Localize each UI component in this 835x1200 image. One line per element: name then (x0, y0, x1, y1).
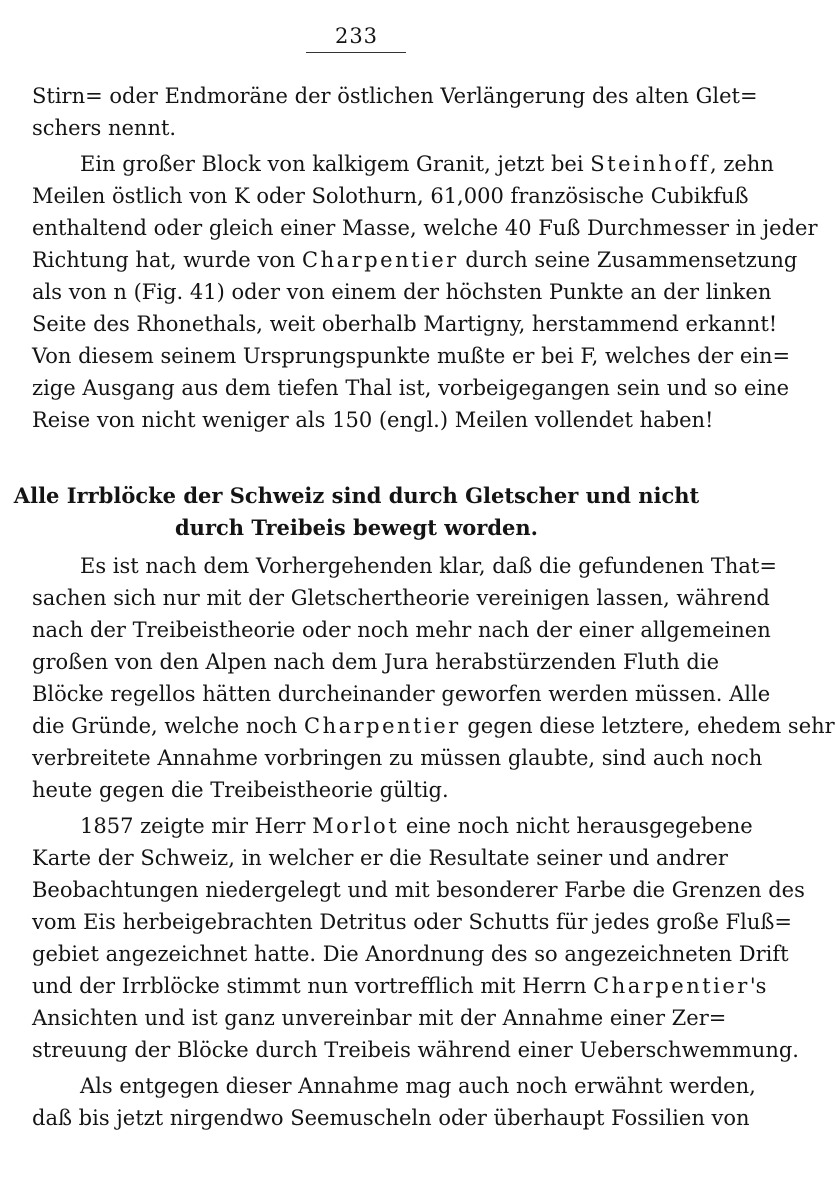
text-line: gebiet angezeichnet hatte. Die Anordnung des so angezeichneten Drift (32, 942, 789, 966)
text-line: Von diesem seinem Ursprungspunkte mußte er bei F, welches der ein= (32, 344, 791, 368)
text-line: daß bis jetzt nirgendwo Seemuscheln oder überhaupt Fossilien von (32, 1106, 750, 1130)
text-segment: , zehn (709, 152, 774, 176)
text-line: Beobachtungen niedergelegt und mit besonderer Farbe die Grenzen des (32, 878, 805, 902)
text-line: Blöcke regellos hätten durcheinander geworfen werden müssen. Alle (32, 682, 771, 706)
text-line: Reise von nicht weniger als 150 (engl.) Meilen vollendet haben! (32, 408, 714, 432)
place-name: Steinhoff (590, 152, 710, 176)
text-segment: und der Irrblöcke stimmt nun vortrefflich mit Herrn (32, 974, 594, 998)
person-name: Charpentier (302, 248, 459, 272)
page-number: 233 (334, 24, 379, 48)
text-line: als von n (Fig. 41) oder von einem der höchsten Punkte an der linken (32, 280, 772, 304)
text-segment: die Gründe, welche noch (32, 714, 304, 738)
text-segment: gegen diese letztere, ehedem sehr (460, 714, 835, 738)
text-segment: eine noch nicht herausgegebene (399, 814, 753, 838)
text-segment: Ein großer Block von kalkigem Granit, jetzt bei (80, 152, 591, 176)
text-line: sachen sich nur mit der Gletschertheorie vereinigen lassen, während (32, 586, 770, 610)
text-segment: durch seine Zusammensetzung (458, 248, 798, 272)
page-number-rule (306, 52, 406, 53)
text-line: nach der Treibeistheorie oder noch mehr nach der einer allgemeinen (32, 618, 771, 642)
text-line: verbreitete Annahme vorbringen zu müssen glaubte, sind auch noch (32, 746, 763, 770)
text-line: Meilen östlich von K oder Solothurn, 61,000 französische Cubikfuß (32, 184, 749, 208)
text-line (80, 148, 774, 180)
text-line: Stirn= oder Endmoräne der östlichen Verlängerung des alten Glet= (32, 84, 758, 108)
text-line (32, 710, 835, 742)
section-heading: Alle Irrblöcke der Schweiz sind durch Gletscher und nicht (13, 483, 700, 508)
section-heading: durch Treibeis bewegt worden. (175, 515, 538, 540)
text-segment: Richtung hat, wurde von (32, 248, 303, 272)
text-line: heute gegen die Treibeistheorie gültig. (32, 778, 449, 802)
text-line: streuung der Blöcke durch Treibeis während einer Ueberschwemmung. (32, 1038, 799, 1062)
text-line (32, 970, 767, 1002)
text-line: großen von den Alpen nach dem Jura herabstürzenden Fluth die (32, 650, 720, 674)
person-name: Charpentier (304, 714, 461, 738)
text-line: Karte der Schweiz, in welcher er die Resultate seiner und andrer (32, 846, 728, 870)
text-line: zige Ausgang aus dem tiefen Thal ist, vorbeigegangen sein und so eine (32, 376, 790, 400)
text-line: Ansichten und ist ganz unvereinbar mit der Annahme einer Zer= (32, 1006, 727, 1030)
text-segment: 's (749, 974, 767, 998)
text-line (80, 810, 753, 842)
text-line: enthaltend oder gleich einer Masse, welche 40 Fuß Durchmesser in jeder (32, 216, 818, 240)
person-name: Charpentier (593, 974, 750, 998)
text-segment: 1857 zeigte mir Herr (80, 814, 313, 838)
text-line: Es ist nach dem Vorhergehenden klar, daß die gefundenen That= (80, 554, 777, 578)
text-line: vom Eis herbeigebrachten Detritus oder Schutts für jedes große Fluß= (32, 910, 792, 934)
text-line: Als entgegen dieser Annahme mag auch noch erwähnt werden, (80, 1074, 756, 1098)
text-line: schers nennt. (32, 116, 177, 140)
text-line: Seite des Rhonethals, weit oberhalb Martigny, herstammend erkannt! (32, 312, 778, 336)
text-line (32, 244, 798, 276)
person-name: Morlot (312, 814, 400, 838)
